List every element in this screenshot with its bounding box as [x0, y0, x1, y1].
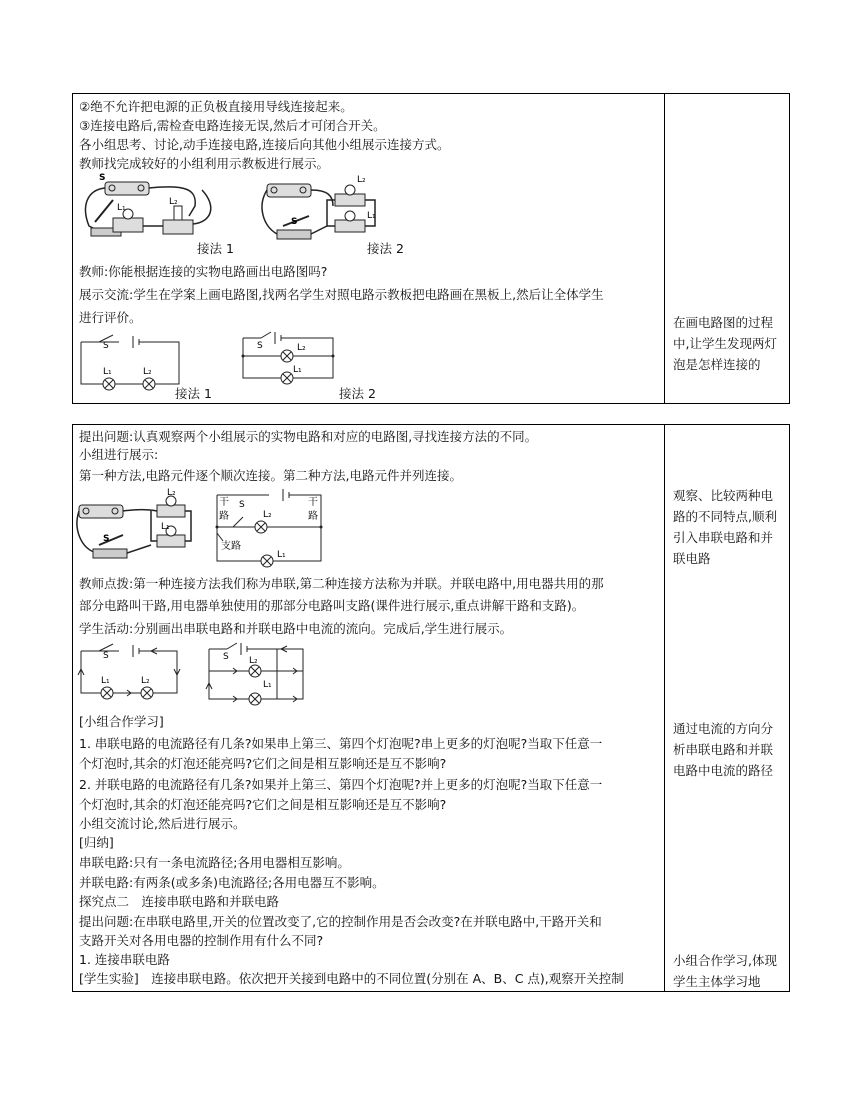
text-line: ②绝不允许把电源的正负极直接用导线连接起来。 [79, 99, 353, 114]
text-line: 串联电路:只有一条电流路径;各用电器相互影响。 [79, 855, 350, 870]
text-line: [小组合作学习] [79, 714, 164, 729]
text-line: 教师:你能根据连接的实物电路画出电路图吗? [79, 264, 328, 279]
text-line: 2. 并联电路的电流路径有几条?如果并上第三、第四个灯泡呢?并上更多的灯泡呢?当取下任意一 [79, 777, 603, 792]
teaching-note: 通过电流的方向分析串联电路和并联电路中电流的路径 [673, 721, 774, 778]
teaching-note: 小组合作学习,体现学生主体学习地 [673, 953, 777, 989]
text-line: 提出问题:认真观察两个小组展示的实物电路和对应的电路图,寻找连接方法的不同。 [79, 429, 538, 444]
lamp-label: L₁ [161, 522, 170, 532]
lamp-label: L₂ [249, 656, 258, 666]
text-line: 1. 连接串联电路 [79, 952, 170, 967]
switch-label: S [103, 341, 109, 351]
switch-label: S [239, 500, 245, 510]
lamp-label: L₁ [293, 365, 302, 375]
series-current-diagram [79, 643, 183, 701]
parallel-circuit-photo [77, 489, 197, 561]
parallel-circuit-diagram [241, 332, 341, 390]
text-line: 个灯泡时,其余的灯泡还能亮吗?它们之间是相互影响还是互不影响? [79, 797, 447, 812]
lamp-label: L₂ [143, 367, 152, 377]
text-line: 支路开关对各用电器的控制作用有什么不同? [79, 933, 324, 948]
text-line: 并联电路:有两条(或多条)电流路径;各用电器互不影响。 [79, 875, 385, 890]
switch-label: S [103, 651, 109, 661]
branch-label: 支路 [221, 541, 241, 552]
text-line: 个灯泡时,其余的灯泡还能亮吗?它们之间是相互影响还是互不影响? [79, 756, 447, 771]
text-line: ③连接电路后,需检查电路连接无误,然后才可闭合开关。 [79, 118, 386, 133]
text-line: 1. 串联电路的电流路径有几条?如果串上第三、第四个灯泡呢?串上更多的灯泡呢?当取下任意一 [79, 736, 603, 751]
text-line: 第一种方法,电路元件逐个顺次连接。第二种方法,电路元件并列连接。 [79, 468, 462, 483]
circuit-photo-1 [77, 173, 227, 246]
text-line: 探究点二 连接串联电路和并联电路 [79, 894, 280, 909]
lamp-label: L₁ [117, 203, 126, 213]
trunk-label: 干 [219, 497, 229, 508]
text-line: 教师点拨:第一种连接方法我们称为串联,第二种连接方法称为并联。并联电路中,用电器共用的那 [79, 576, 604, 591]
text-line: 小组交流讨论,然后进行展示。 [79, 816, 246, 831]
trunk-branch-diagram [213, 489, 333, 569]
note-cell-1 [665, 94, 789, 403]
teaching-note: 观察、比较两种电路的不同特点,顺利引入串联电路和并联电路 [673, 488, 777, 566]
switch-label: S [257, 341, 263, 351]
switch-label: S [291, 217, 298, 227]
lamp-label: L₁ [263, 680, 272, 690]
text-line: [学生实验] 连接串联电路。依次把开关接到电路中的不同位置(分别在 A、B、C 点),观察开关控制 [79, 971, 624, 986]
lamp-label: L₂ [169, 197, 178, 207]
circuit-photo-2 [263, 176, 413, 248]
lamp-label: L₂ [297, 343, 306, 353]
text-line: [归纳] [79, 835, 114, 850]
text-line: 各小组思考、讨论,动手连接电路,连接后向其他小组展示连接方式。 [79, 137, 450, 152]
lamp-label: L₂ [263, 510, 272, 520]
text-line: 教师找完成较好的小组利用示教板进行展示。 [79, 156, 330, 171]
photo-caption-2: 接法 2 [367, 241, 404, 256]
text-line: 提出问题:在串联电路里,开关的位置改变了,它的控制作用是否会改变?在并联电路中,干路开关和 [79, 914, 602, 929]
lamp-label: L₁ [277, 550, 286, 560]
switch-label: S [103, 534, 110, 544]
lamp-label: L₁ [103, 367, 112, 377]
lamp-label: L₁ [367, 211, 376, 221]
text-line: 展示交流:学生在学案上画电路图,找两名学生对照电路示教板把电路画在黑板上,然后让全体学生 [79, 287, 604, 302]
lamp-label: L₂ [357, 175, 366, 185]
note-cell-2 [665, 425, 789, 991]
lamp-label: L₂ [141, 676, 150, 686]
text-line: 部分电路叫干路,用电器单独使用的那部分电路叫支路(课件进行展示,重点讲解干路和支路)。 [79, 598, 585, 613]
series-circuit-diagram [79, 334, 189, 389]
diagram-caption-1: 接法 1 [175, 386, 212, 401]
parallel-current-diagram [207, 643, 311, 705]
text-line: 学生活动:分别画出串联电路和并联电路中电流的流向。完成后,学生进行展示。 [79, 621, 513, 636]
lamp-label: L₁ [101, 676, 110, 686]
photo-caption-1: 接法 1 [197, 241, 234, 256]
teaching-note: 在画电路图的过程中,让学生发现两灯泡是怎样连接的 [673, 315, 777, 372]
lesson-table-2 [72, 424, 790, 992]
trunk-label: 干 [308, 497, 318, 508]
trunk-label: 路 [308, 511, 318, 522]
text-line: 进行评价。 [79, 310, 142, 325]
diagram-caption-2: 接法 2 [339, 386, 376, 401]
lamp-label: L₂ [167, 488, 176, 498]
content-cell-1 [73, 94, 665, 403]
content-cell-2 [73, 425, 665, 991]
switch-label: S [223, 652, 229, 662]
text-line: 小组进行展示: [79, 447, 159, 462]
trunk-label: 路 [219, 511, 229, 522]
switch-label: S [99, 173, 106, 183]
lesson-table-1 [72, 93, 790, 404]
